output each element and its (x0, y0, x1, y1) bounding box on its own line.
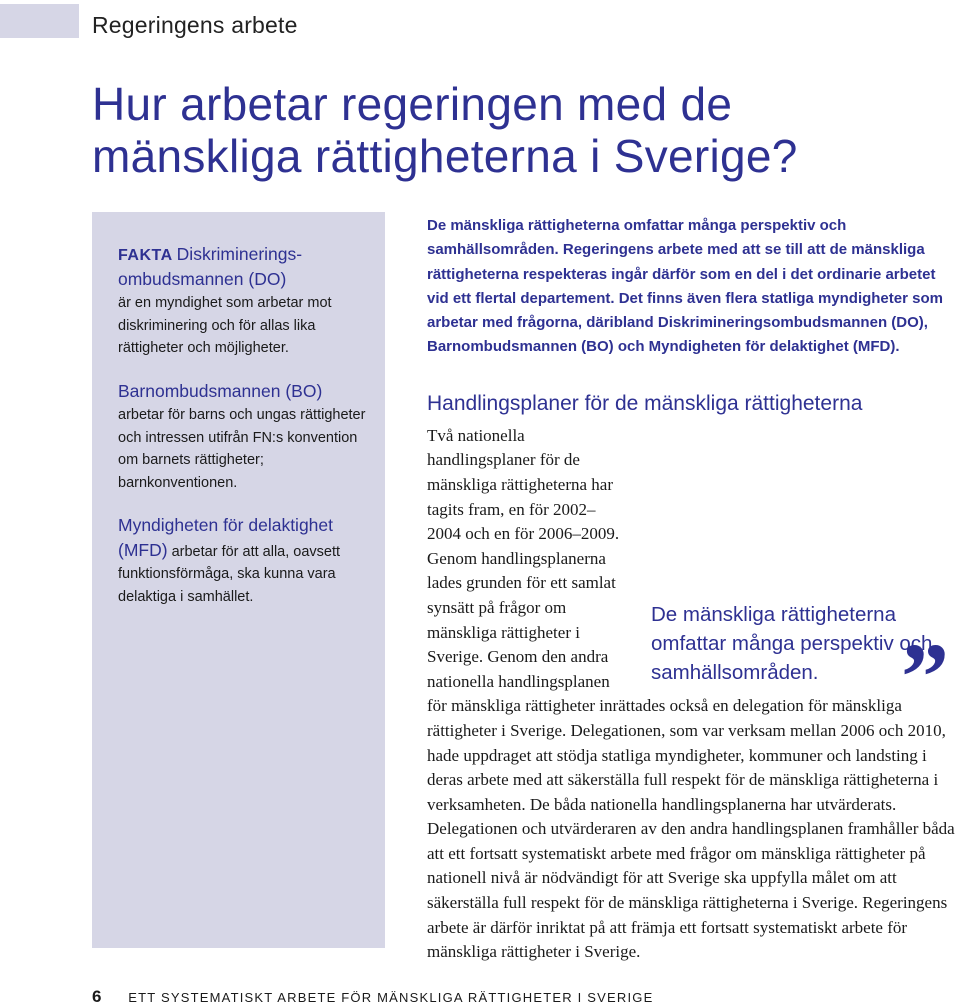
section-heading: Handlingsplaner för de mänskliga rättigheterna (427, 391, 863, 415)
fakta-entry-do (118, 243, 367, 360)
fakta-entry-mfd (118, 514, 367, 608)
page-number: 6 (92, 987, 102, 1006)
pull-quote (639, 600, 957, 730)
fakta-entry-title: Myndigheten för delaktighet (MFD) (118, 515, 333, 560)
quote-mark-icon: ” (901, 622, 949, 730)
fakta-entry-text: arbetar för att alla, oavsett funktionsförmåga, ska kunna vara delaktiga i samhället. (118, 543, 341, 605)
fakta-entry-title: Diskrimineringsombudsmannen (DO) (118, 244, 303, 289)
fakta-entry-text: är en myndighet som arbetar mot diskriminering och för allas lika rättigheter och möjligheter. (118, 295, 332, 356)
running-title: ETT SYSTEMATISKT ARBETE FÖR MÄNSKLIGA RÄTTIGHETER I SVERIGE (128, 990, 654, 1005)
section-tab-marker (0, 4, 79, 38)
pull-quote-text: De mänskliga rättigheterna omfattar många perspektiv och samhällsområden. (651, 602, 933, 684)
fakta-label: FAKTA (118, 247, 173, 264)
main-column (427, 214, 957, 965)
fakta-entry-title: Barnombudsmannen (BO) (118, 380, 323, 401)
section-label: Regeringens arbete (92, 12, 298, 38)
body-paragraph: Två nationella handlingsplaner för de mänskliga rättigheterna har tagits fram, en för 2002–2004 och en för 2006–2009. Genom handlingsplanerna lades grunden för ett samlat synsätt på frågor om mänskliga rättigheter i Sverige. Genom den andra nationella handlingsplanen för mänskliga rättigheter inrättades också en delegation för mänskliga rättigheter i Sverige. Delegationen, som var verksam mellan 2006 och 2010, hade uppdraget att stödja statliga myndigheter, kommuner och landsting i deras arbete med att säkerställa full respekt för de mänskliga rättigheterna i verksamheten. De båda nationella handlingsplanerna har utvärderats. Delegationen och utvärderaren av den andra handlingsplanen framhåller båda att ett fortsatt systematiskt arbete med frågor om mänskliga rättigheter på nationell nivå är nödvändigt för att Sverige ska uppfylla målet om att säkerställa full respekt för de mänskliga rättigheterna i Sverige. Regeringens arbete är därför inriktat på att främja ett fortsatt systematiskt arbete för mänskliga rättigheter i Sverige. (427, 425, 955, 962)
page-title: Hur arbetar regeringen med de mänskliga rättigheterna i Sverige? (92, 78, 798, 182)
body-text-block (427, 424, 957, 965)
fakta-box (92, 212, 385, 948)
page-footer (92, 987, 653, 1007)
intro-paragraph: De mänskliga rättigheterna omfattar många perspektiv och samhällsområden. Regeringens arbete med att se till att de mänskliga rättigheterna respekteras ingår därför som en del i det ordinarie arbetet vid ett flertal departement. Det finns även flera statliga myndigheter som arbetar med frågorna, däribland Diskrimineringsombudsmannen (DO), Barnombudsmannen (BO) och Myndigheten för delaktighet (MFD). (427, 217, 943, 356)
fakta-entry-bo (118, 380, 367, 495)
fakta-entry-text: arbetar för barns och ungas rättigheter och intressen utifrån FN:s konvention om barnets rättigheter; barnkonventionen. (118, 407, 366, 491)
